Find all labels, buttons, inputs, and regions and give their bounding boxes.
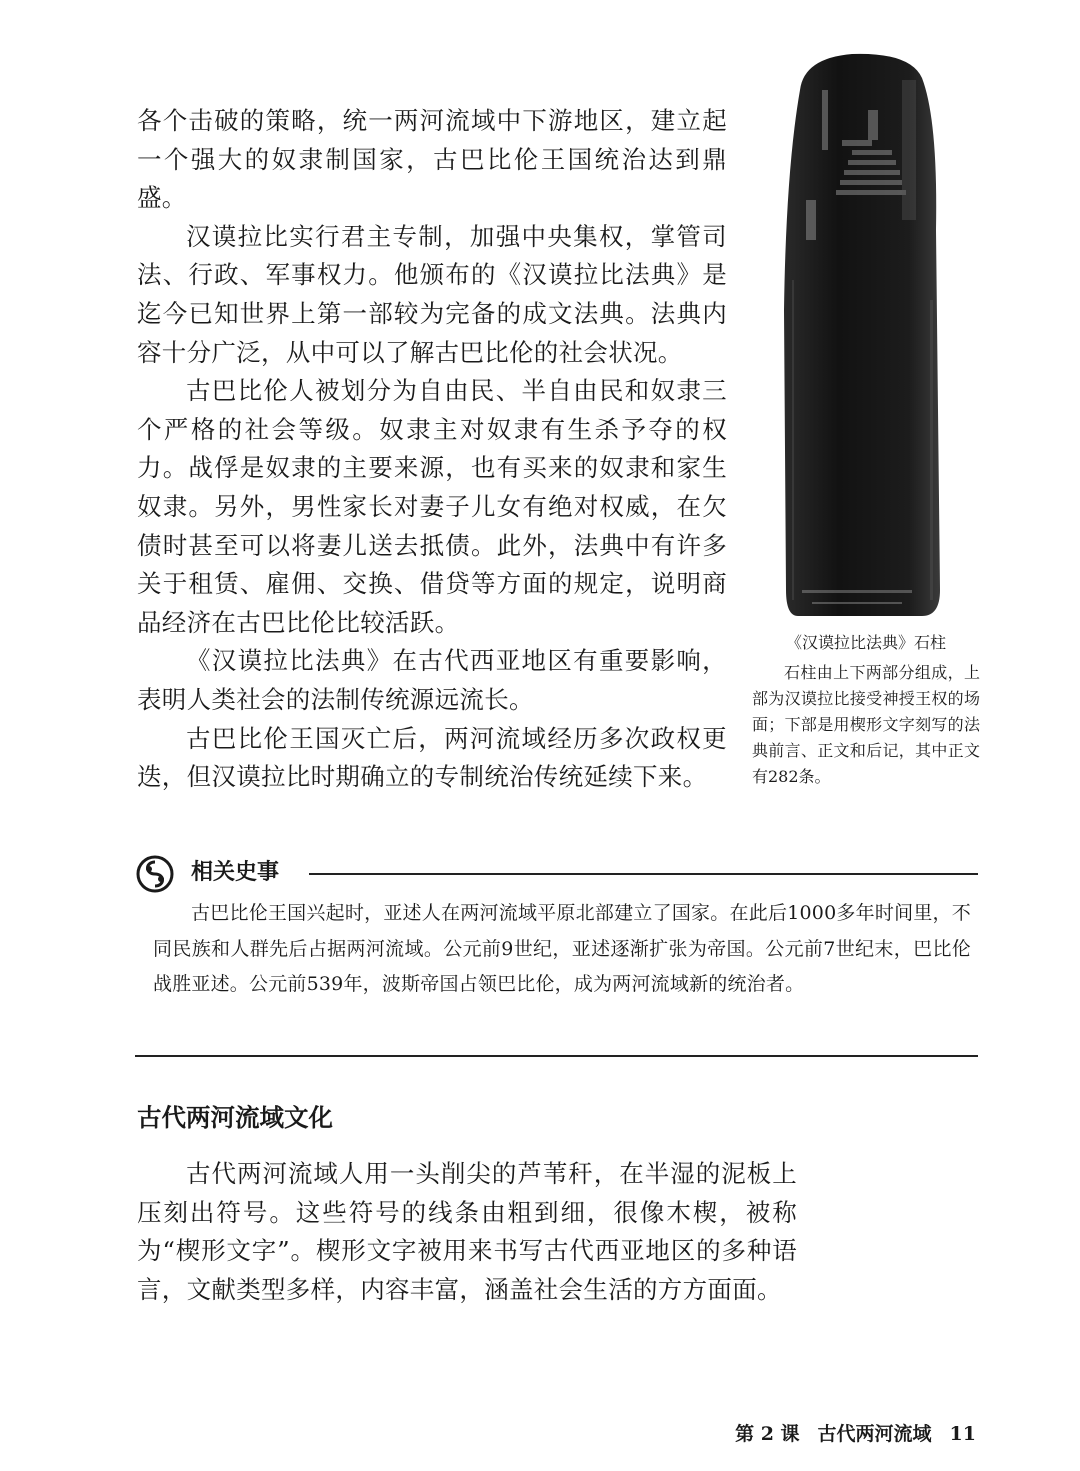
body-paragraph-2: 汉谟拉比实行君主专制，加强中央集权，掌管司法、行政、军事权力。他颁布的《汉谟拉比法典》是迄今已知世界上第一部较为完备的成文法典。法典内容十分广泛，从中可以了解古巴比伦的社会状况。: [137, 221, 727, 367]
section-body: [137, 1155, 797, 1309]
figure-title: 《汉谟拉比法典》石柱: [785, 633, 946, 652]
body-paragraph-4: 《汉谟拉比法典》在古代西亚地区有重要影响，表明人类社会的法制传统源远流长。: [137, 646, 727, 714]
body-text: [137, 102, 727, 797]
related-history-label: 相关史事: [191, 860, 280, 885]
chapter-name: 古代两河流域: [817, 1423, 932, 1445]
figure-caption-text: 石柱由上下两部分组成，上部为汉谟拉比接受神授王权的场面；下部是用楔形文字刻写的法典前言、正文和后记，其中正文有282条。: [752, 663, 980, 786]
body-paragraph-3: 古巴比伦人被划分为自由民、半自由民和奴隶三个严格的社会等级。奴隶主对奴隶有生杀予夺的权力。战俘是奴隶的主要来源，也有买来的奴隶和家生奴隶。另外，男性家长对妻子儿女有绝对权威，在欠债时甚至可以将妻儿送去抵债。此外，法典中有许多关于租赁、雇佣、交换、借贷等方面的规定，说明商品经济在古巴比伦比较活跃。: [137, 376, 727, 637]
related-history-divider: [309, 873, 978, 875]
section-title: 古代两河流域文化: [137, 1103, 333, 1132]
body-paragraph-5: 古巴比伦王国灭亡后，两河流域经历多次政权更迭，但汉谟拉比时期确立的专制统治传统延续下来。: [137, 723, 727, 792]
page-number: 11: [949, 1423, 976, 1445]
figure-caption: [752, 630, 980, 790]
swirl-history-icon: [135, 854, 175, 894]
page-footer: [717, 1420, 976, 1448]
body-paragraph-1: 各个击破的策略，统一两河流域中下游地区，建立起一个强大的奴隶制国家，古巴比伦王国统治达到鼎盛。: [137, 106, 727, 213]
related-history-box: [153, 896, 971, 1003]
code-of-hammurabi-stele-image: [782, 50, 942, 620]
related-history-header: [135, 848, 978, 898]
lesson-number: 第 2 课: [735, 1423, 800, 1445]
related-history-text: 古巴比伦王国兴起时，亚述人在两河流域平原北部建立了国家。在此后1000多年时间里，不同民族和人群先后占据两河流域。公元前9世纪，亚述逐渐扩张为帝国。公元前7世纪末，巴比伦战胜亚述。公元前539年，波斯帝国占领巴比伦，成为两河流域新的统治者。: [153, 902, 971, 995]
related-history-bottom-divider: [135, 1055, 978, 1057]
section-paragraph: 古代两河流域人用一头削尖的芦苇秆，在半湿的泥板上压刻出符号。这些符号的线条由粗到细，很像木楔，被称为“楔形文字”。楔形文字被用来书写古代西亚地区的多种语言，文献类型多样，内容丰富，涵盖社会生活的方方面面。: [137, 1159, 797, 1304]
